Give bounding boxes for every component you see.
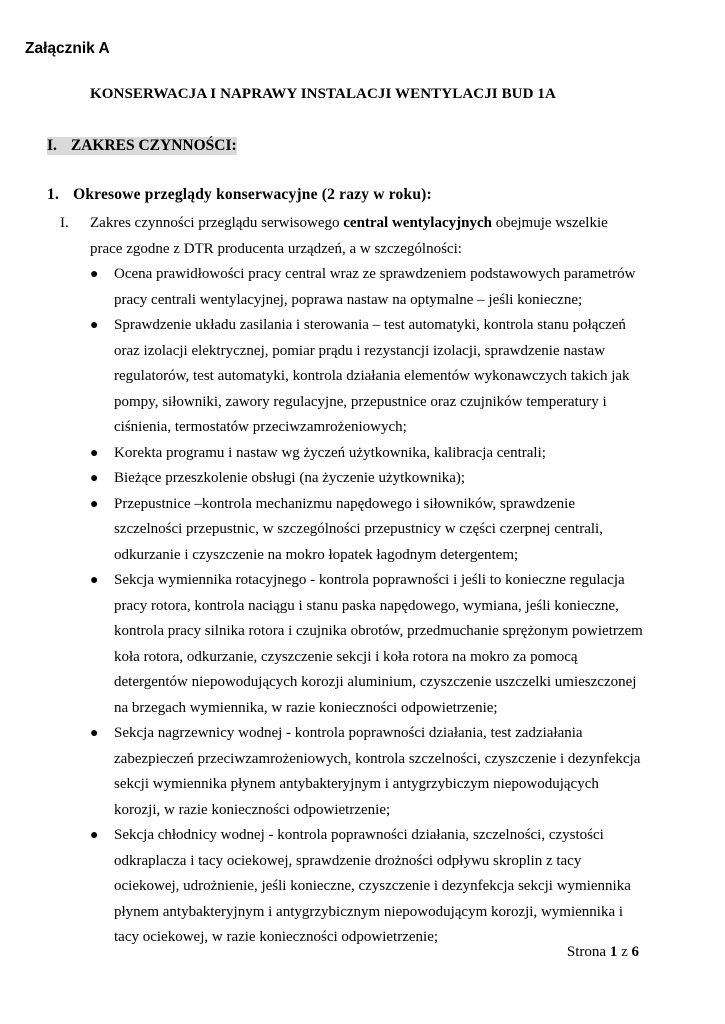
item-text-bold: central wentylacyjnych bbox=[343, 215, 492, 231]
list-item bbox=[90, 262, 645, 313]
bullet-icon: ● bbox=[90, 445, 99, 461]
bullet-icon: ● bbox=[90, 496, 99, 512]
list-item-text: Bieżące przeszkolenie obsługi (na życzenie użytkownika); bbox=[114, 470, 466, 486]
footer-total-pages: 6 bbox=[631, 944, 639, 960]
annex-label: Załącznik A bbox=[25, 40, 110, 57]
list-item bbox=[90, 568, 645, 721]
bullet-icon: ● bbox=[90, 573, 99, 588]
footer-page-number: 1 bbox=[609, 944, 618, 960]
list-item-text: Sprawdzenie układu zasilania i sterowania – test automatyki, kontrola stanu połączeń oraz izolacji elektrycznej, pomiar prądu i rezystancji izolacji, sprawdzenie nastaw regulatorów, test automatyki, kontrola działania elementów wykonawczych takich jak pompy, siłowniki, zawory regulacyjne, przepustnice oraz czujników temperatury i ciśnienia, termostatów przeciwzamrożeniowych; bbox=[114, 317, 630, 435]
page-footer bbox=[567, 944, 639, 961]
section-label: ZAKRES CZYNNOŚCI: bbox=[70, 137, 237, 154]
subsection-label: Okresowe przeglądy konserwacyjne (2 razy w roku): bbox=[73, 186, 432, 203]
bullet-icon: ● bbox=[90, 318, 99, 333]
bullet-icon: ● bbox=[90, 471, 99, 486]
document-title: KONSERWACJA I NAPRAWY INSTALACJI WENTYLACJI BUD 1A bbox=[90, 86, 556, 102]
item-text bbox=[90, 211, 640, 262]
list-item-text: Przepustnice –kontrola mechanizmu napędowego i siłowników, sprawdzenie szczelności przepustnic, w szczególności przepustnicy w części czerpnej centrali, odkurzanie i czyszczenie na mokro łopatek łagodnym detergentem; bbox=[114, 495, 603, 563]
list-item bbox=[90, 441, 645, 467]
list-item bbox=[90, 721, 645, 823]
list-item bbox=[90, 492, 645, 569]
list-item-text: Ocena prawidłowości pracy central wraz ze sprawdzeniem podstawowych parametrów pracy centrali wentylacyjnej, poprawa nastaw na optymalne – jeśli konieczne; bbox=[114, 266, 636, 308]
item-text-before: Zakres czynności przeglądu serwisowego bbox=[90, 215, 344, 231]
footer-of-label: z bbox=[621, 944, 628, 960]
subsection-heading bbox=[47, 186, 432, 204]
bullet-icon: ● bbox=[90, 726, 99, 741]
list-item-text: Sekcja chłodnicy wodnej - kontrola poprawności działania, szczelności, czystości odkraplacza i tacy ociekowej, sprawdzenie drożności odpływu skroplin z tacy ociekowej, udrożnienie, jeśli konieczne, czyszczenie i dezynfekcja sekcji wymiennika płynem antybakteryjnym i antygrzybicznym niepowodującym korozji, wymiennika i tacy ociekowej, w razie konieczności odpowietrzenie; bbox=[114, 827, 631, 945]
list-item-text: Sekcja nagrzewnicy wodnej - kontrola poprawności działania, test zadziałania zabezpieczeń przeciwzamrożeniowych, kontrola szczelności, czyszczenie i dezynfekcja sekcji wymiennika płynem antybakteryjnym i antygrzybiczym niepowodujących korozji, w razie konieczności odpowietrzenie; bbox=[114, 725, 641, 818]
bullet-icon: ● bbox=[90, 828, 99, 843]
list-item bbox=[90, 466, 645, 492]
list-item bbox=[90, 313, 645, 441]
section-heading bbox=[47, 137, 237, 155]
footer-page-label: Strona bbox=[566, 944, 607, 960]
section-number: I. bbox=[47, 137, 57, 154]
list-item-text: Sekcja wymiennika rotacyjnego - kontrola poprawności i jeśli to konieczne regulacja pracy rotora, kontrola naciągu i stanu paska napędowego, wymiana, jeśli konieczne, kontrola pracy silnika rotora i czujnika obrotów, przedmuchanie sprężonym powietrzem koła rotora, odkurzanie, czyszczenie sekcji i koła rotora na mokro za pomocą detergentów niepowodujących korozji aluminium, czyszczenie uszczelki umieszczonej na brzegach wymiennika, w razie konieczności odpowietrzenie; bbox=[114, 572, 643, 716]
item-text-after: obejmuje wszelkie prace zgodne z DTR producenta urządzeń, a w szczególności: bbox=[90, 215, 608, 257]
scope-item bbox=[60, 211, 640, 262]
list-item bbox=[90, 823, 645, 951]
item-number: I. bbox=[60, 215, 69, 231]
subsection-number: 1. bbox=[47, 186, 60, 203]
bullet-list bbox=[90, 262, 645, 951]
list-item-text: Korekta programu i nastaw wg życzeń użytkownika, kalibracja centrali; bbox=[114, 444, 546, 461]
bullet-icon: ● bbox=[90, 267, 99, 282]
